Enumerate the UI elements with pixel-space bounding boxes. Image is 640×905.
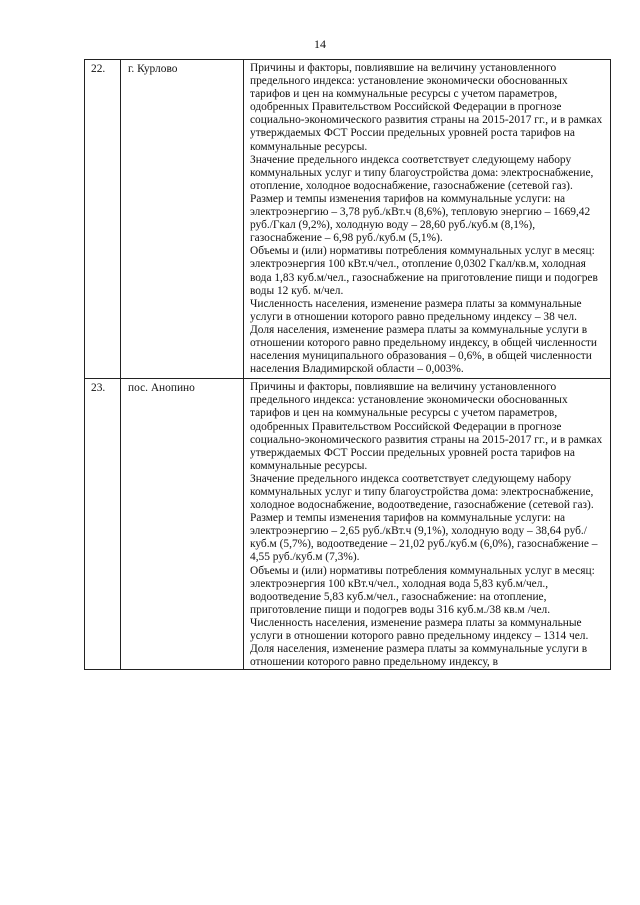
- paragraph-tariffs: Размер и темпы изменения тарифов на коммунальные услуги: на электроэнергию – 3,78 руб./кВт.ч (8,6%), тепловую энергию – 1669,42 руб./Гкал (9,2%), холодную воду – 28,60 руб./куб.м (8,1%), газоснабжение – 6,98 руб./куб.м (5,1%).: [250, 192, 591, 245]
- settlement-name: пос. Анопино: [121, 379, 244, 670]
- paragraph-services-set: Значение предельного индекса соответствует следующему набору коммунальных услуг и типу благоустройства дома: электроснабжение, холодное водоснабжение, водоотведение, газоснабжение (сетевой газ).: [250, 472, 594, 512]
- table-row: [85, 60, 611, 379]
- paragraph-population: Численность населения, изменение размера платы за коммунальные услуги в отношении которого равно предельному индексу – 1314 чел.: [250, 616, 589, 643]
- paragraph-factors: Причины и факторы, повлиявшие на величину установленного предельного индекса: установление экономически обоснованных тарифов и цен на коммунальные ресурсы с учетом параметров, одобренных Правительством Российской Федерации в прогнозе социально-экономического развития страны на 2015-2017 гг., и в рамках утверждаемых ФСТ России предельных уровней роста тарифов на коммунальные ресурсы.: [250, 381, 603, 472]
- indices-table: [84, 59, 611, 670]
- description-cell: [244, 60, 611, 379]
- paragraph-consumption: Объемы и (или) нормативы потребления коммунальных услуг в месяц: электроэнергия 100 кВт.ч/чел., отопление 0,0302 Гкал/кв.м, холодная вода 1,83 куб.м/чел., газоснабжение на приготовление пищи и подогрев воды 12 куб. м/чел.: [250, 245, 598, 297]
- paragraph-population-share: Доля населения, изменение размера платы за коммунальные услуги в отношении которого равно предельному индексу, в: [250, 643, 588, 669]
- paragraph-population: Численность населения, изменение размера платы за коммунальные услуги в отношении которого равно предельному индексу – 38 чел.: [250, 297, 582, 323]
- row-number: 23.: [85, 379, 121, 670]
- paragraph-consumption: Объемы и (или) нормативы потребления коммунальных услуг в месяц: электроэнергия 100 кВт.ч/чел., холодная вода 5,83 куб.м/чел., водоотведение 5,83 куб.м/чел., газоснабжение: на отопление, приготовление пищи и подогрев воды 316 куб.м./38 кв.м /чел.: [250, 564, 595, 616]
- paragraph-population-share: Доля населения, изменение размера платы за коммунальные услуги в отношении которого равно предельному индексу, в общей численности населения муниципального образования – 0,6%, в общей численности населения Владимирской области – 0,003%.: [250, 323, 597, 376]
- paragraph-services-set: Значение предельного индекса соответствует следующему набору коммунальных услуг и типу благоустройства дома: электроснабжение, отопление, холодное водоснабжение, газоснабжение (сетевой газ).: [250, 153, 594, 192]
- page-number: 14: [314, 37, 326, 51]
- paragraph-tariffs: Размер и темпы изменения тарифов на коммунальные услуги: на электроэнергию – 2,65 руб./кВт.ч (9,1%), холодную воду – 38,64 руб./куб.м (5,7%), водоотведение – 21,02 руб./куб.м (6,0%), газоснабжение – 4,55 руб./куб.м (7,3%).: [250, 512, 598, 564]
- row-number: 22.: [85, 60, 121, 379]
- table-row: [85, 379, 611, 670]
- description-cell: [244, 379, 611, 670]
- settlement-name: г. Курлово: [121, 60, 244, 379]
- paragraph-factors: Причины и факторы, повлиявшие на величину установленного предельного индекса: установление экономически обоснованных тарифов и цен на коммунальные ресурсы с учетом параметров, одобренных Правительством Российской Федерации в прогнозе социально-экономического развития страны на 2015-2017 гг., и в рамках утверждаемых ФСТ России предельных уровней роста тарифов на коммунальные ресурсы.: [250, 62, 603, 153]
